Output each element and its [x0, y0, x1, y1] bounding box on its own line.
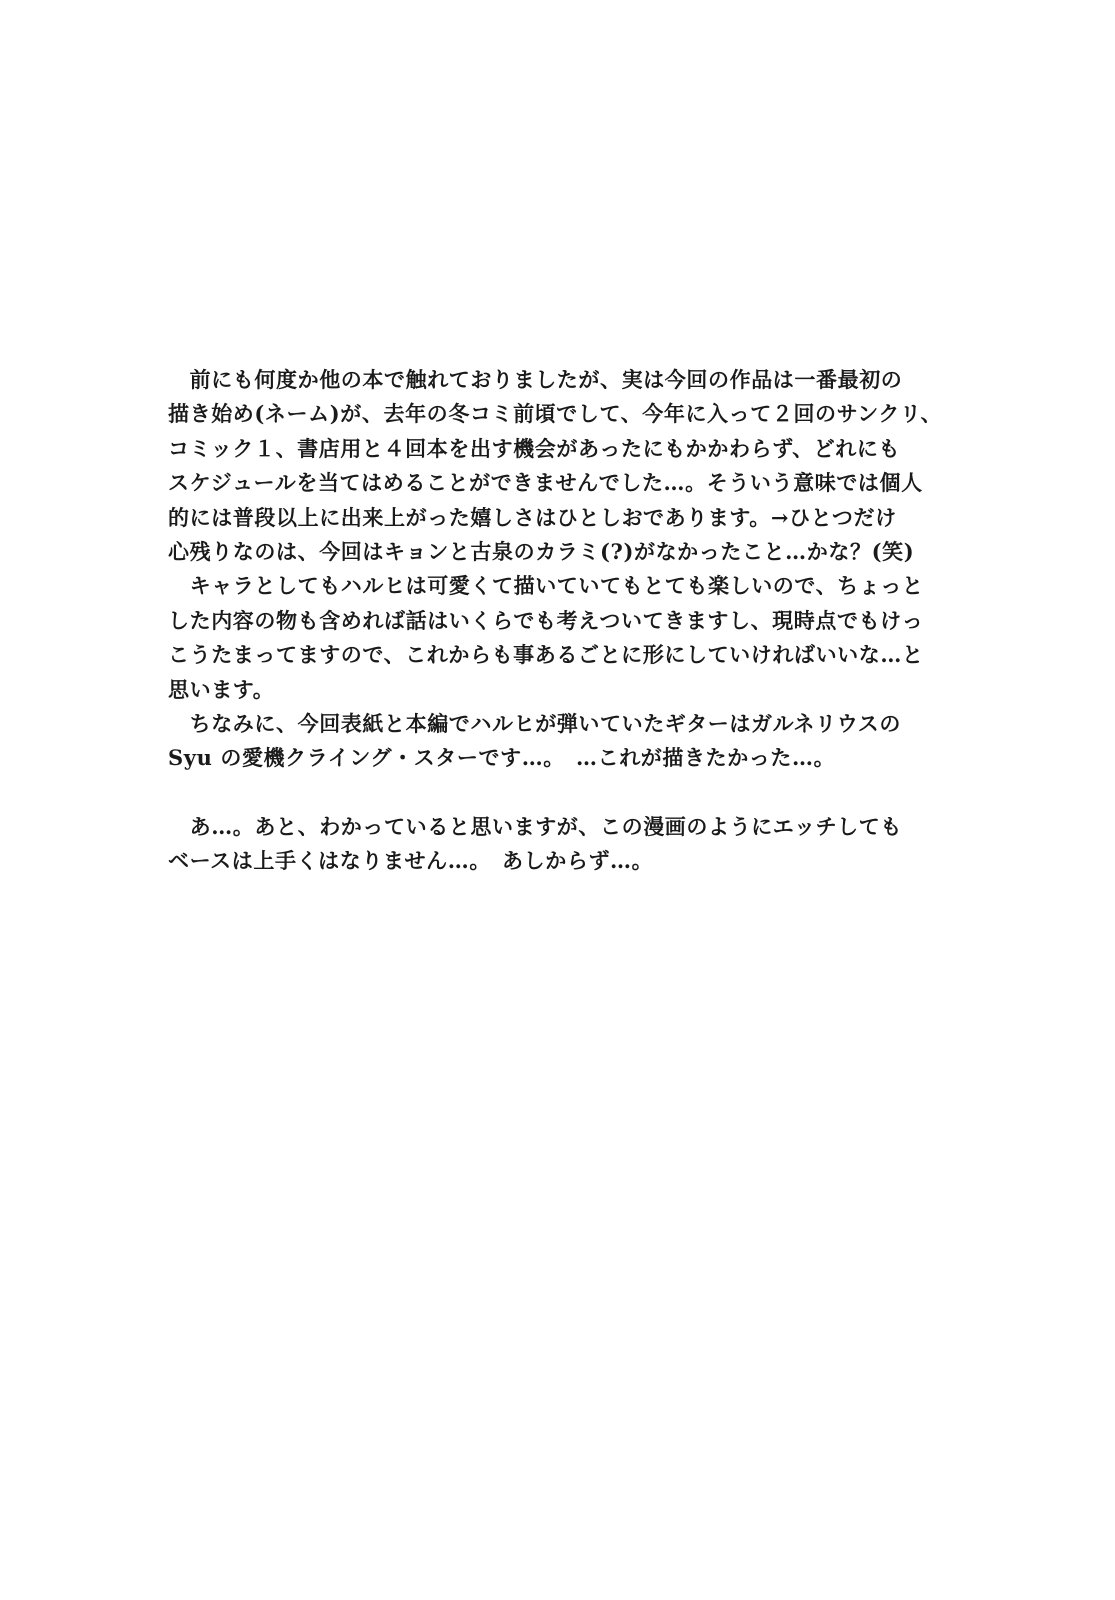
- text-line: 思います。: [168, 676, 275, 702]
- text-line: こうたまってますので、これからも事あるごとに形にしていければいいな…と: [168, 642, 924, 668]
- afterword-text: [168, 363, 1028, 879]
- text-line: ちなみに、今回表紙と本編でハルヒが弾いていたギターはガルネリウスの: [168, 710, 901, 736]
- text-line: あ…。あと、わかっていると思いますが、この漫画のようにエッチしても: [168, 814, 902, 840]
- text-line: コミック１、書店用と４回本を出す機会があったにもかかわらず、どれにも: [168, 435, 901, 461]
- text-line: Syu の愛機クライング・スターです…。 …これが描きたかった…。: [168, 745, 836, 771]
- text-line: 描き始め(ネーム)が、去年の冬コミ前頃でして、今年に入って２回のサンクリ、: [168, 401, 943, 427]
- paragraph-gap: [168, 776, 1028, 810]
- text-line: 心残りなのは、今回はキョンと古泉のカラミ(?)がなかったこと…かな？(笑): [168, 538, 915, 564]
- text-line: 的には普段以上に出来上がった嬉しさはひとしおであります。→ひとつだけ: [168, 504, 897, 530]
- text-line: スケジュールを当てはめることができませんでした…。そういう意味では個人: [168, 470, 923, 496]
- text-line: ベースは上手くはなりません…。 あしからず…。: [168, 848, 654, 874]
- text-line: した内容の物も含めれば話はいくらでも考えついてきますし、現時点でもけっ: [168, 607, 924, 633]
- text-line: キャラとしてもハルヒは可愛くて描いていてもとても楽しいので、ちょっと: [168, 573, 924, 599]
- text-line: 前にも何度か他の本で触れておりましたが、実は今回の作品は一番最初の: [168, 367, 903, 392]
